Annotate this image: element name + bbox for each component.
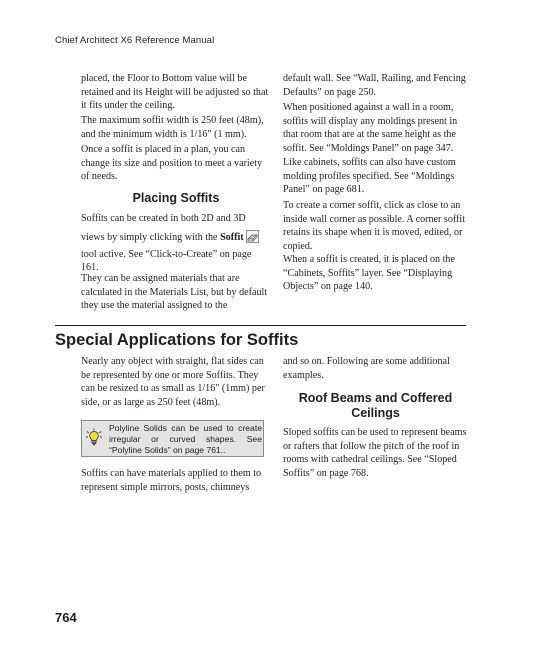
tip-text: Polyline Solids can be used to create irregular or curved shapes. See “Polyline Solids” on page 761.. bbox=[109, 423, 262, 455]
paragraph: They can be assigned materials that are calculated in the Materials List, but by default they use the material assigned to the bbox=[81, 273, 268, 312]
text-run: views by simply clicking with the bbox=[81, 232, 221, 243]
soffit-tool-icon bbox=[246, 230, 259, 248]
page-number: 764 bbox=[55, 610, 77, 625]
paragraph: Soffits can have materials applied to them to represent simple mirrors, posts, chimneys bbox=[81, 468, 262, 493]
paragraph: Soffits can be created in both 2D and 3D bbox=[81, 213, 246, 224]
paragraph: placed, the Floor to Bottom value will be retained and its Height will be adjusted so that it fits under the ceiling. bbox=[81, 73, 269, 112]
paragraph: Nearly any object with straight, flat sides can be represented by one or more Soffits. They can be resized to as small as 1/16" (1mm) per side, or as large as 250 feet (48m). bbox=[81, 356, 265, 408]
paragraph: Sloped soffits can be used to represent beams or rafters that follow the pitch of the roof in rooms with cathedral ceilings. See “Sloped Soffits” on page 768. bbox=[283, 427, 467, 479]
paragraph: and so on. Following are some additional examples. bbox=[283, 356, 450, 381]
running-header: Chief Architect X6 Reference Manual bbox=[55, 35, 215, 46]
lightbulb-icon bbox=[86, 428, 102, 446]
subheading-roof-beams: Roof Beams and Coffered Ceilings bbox=[298, 391, 453, 420]
tool-name: Soffit bbox=[220, 232, 244, 243]
section-title: Special Applications for Soffits bbox=[55, 331, 299, 349]
tip-box bbox=[81, 420, 264, 457]
paragraph-soffit-tool bbox=[81, 230, 271, 275]
section-divider bbox=[55, 325, 466, 326]
paragraph: default wall. See “Wall, Railing, and Fencing Defaults” on page 250. bbox=[283, 73, 466, 98]
subheading-placing-soffits: Placing Soffits bbox=[132, 191, 220, 205]
paragraph: Once a soffit is placed in a plan, you can change its size and position to meet a variety of needs. bbox=[81, 144, 263, 183]
paragraph: Like cabinets, soffits can also have custom molding profiles specified. See “Moldings Panel” on page 681. bbox=[283, 157, 456, 196]
paragraph: When a soffit is created, it is placed on the “Cabinets, Soffits” layer. See “Displaying Objects” on page 140. bbox=[283, 254, 455, 293]
paragraph: To create a corner soffit, click as close to an inside wall corner as possible. A corner soffit retains its shape when it is moved, edited, or copied. bbox=[283, 200, 466, 252]
paragraph: The maximum soffit width is 250 feet (48m), and the minimum width is 1/16" (1 mm). bbox=[81, 115, 264, 140]
text-run: tool active. See “Click-to-Create” on page 161. bbox=[81, 248, 252, 274]
paragraph: When positioned against a wall in a room, soffits will display any moldings present in that room that are at the same height as the soffit. See “Moldings Panel” on page 347. bbox=[283, 102, 458, 154]
